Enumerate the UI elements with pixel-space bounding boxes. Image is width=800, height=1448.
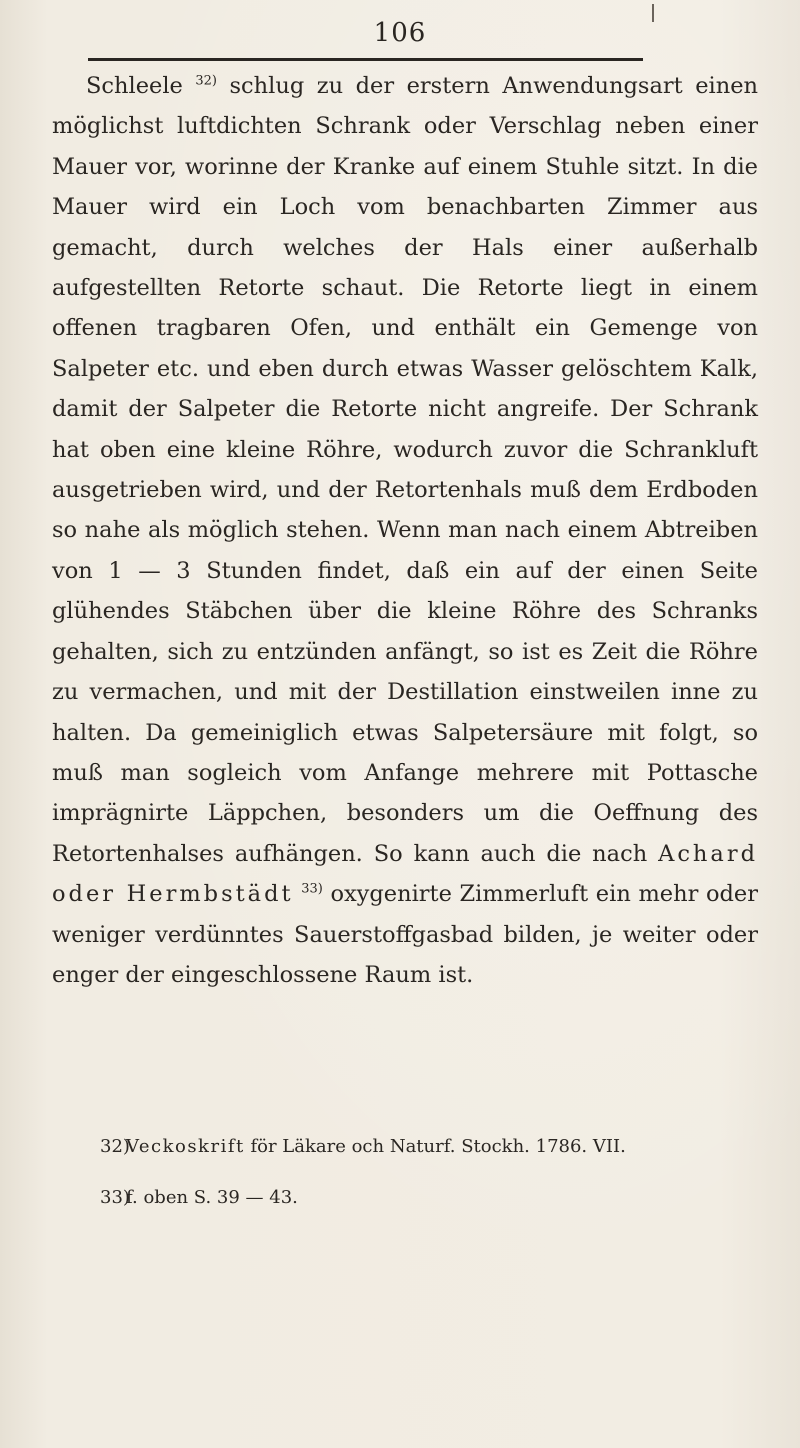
footnote-marker: 32): [100, 1136, 130, 1157]
footnote-marker: 33): [100, 1187, 130, 1208]
footnote-ref-32: 32): [195, 73, 217, 89]
footnote-text: för Läkare och Naturf. Stockh. 1786. VII.: [244, 1136, 626, 1157]
paragraph: [52, 66, 758, 995]
header-rule: [88, 58, 643, 61]
footnote-ref-33: 33): [301, 881, 323, 897]
lead-word: Schleele: [86, 73, 183, 99]
footnotes: [100, 1133, 760, 1235]
footnote-32: [100, 1133, 760, 1160]
footnote-33: [100, 1184, 760, 1211]
paragraph-text-1: schlug zu der erstern Anwendungsart einen möglichst luftdichten Schrank oder Verschlag neben einer Mauer vor, worinne der Kranke auf einem Stuhle sitzt. In die Mauer wird ein Loch vom benachbarten Zimmer aus gemacht, durch welches der Hals einer außerhalb aufgestellten Retorte schaut. Die Retorte liegt in einem offenen tragbaren Ofen, und enthält ein Gemenge von Salpeter etc. und eben durch etwas Wasser gelöschtem Kalk, damit der Salpeter die Retorte nicht angreife. Der Schrank hat oben eine kleine Röhre, wodurch zuvor die Schrankluft ausgetrieben wird, und der Retortenhals muß dem Erdboden so nahe als möglich stehen. Wenn man nach einem Abtreiben von 1 — 3 Stunden findet, daß ein auf der einen Seite glühendes Stäbchen über die kleine Röhre des Schranks gehalten, sich zu entzünden anfängt, so ist es Zeit die Röhre zu vermachen, und mit der Destillation einstweilen inne zu halten. Da gemeiniglich etwas Salpetersäure mit folgt, so muß man sogleich vom Anfange mehrere mit Pottasche imprägnirte Läppchen, besonders um die Oeffnung des Retortenhalses aufhängen. So kann auch die nach: [52, 73, 758, 867]
page-number: 106: [373, 18, 427, 48]
footnote-text: f. oben S. 39 — 43.: [126, 1187, 298, 1208]
author-names: Achard oder Hermbstädt: [52, 840, 758, 908]
paragraph-text-2: oxygenirte Zimmerluft ein mehr oder weniger verdünntes Sauerstoffgasbad bilden, je weiter oder enger der eingeschlossene Raum ist.: [52, 881, 758, 988]
footnote-journal-title: Veckoskrift: [126, 1136, 245, 1157]
main-text: [52, 66, 758, 995]
